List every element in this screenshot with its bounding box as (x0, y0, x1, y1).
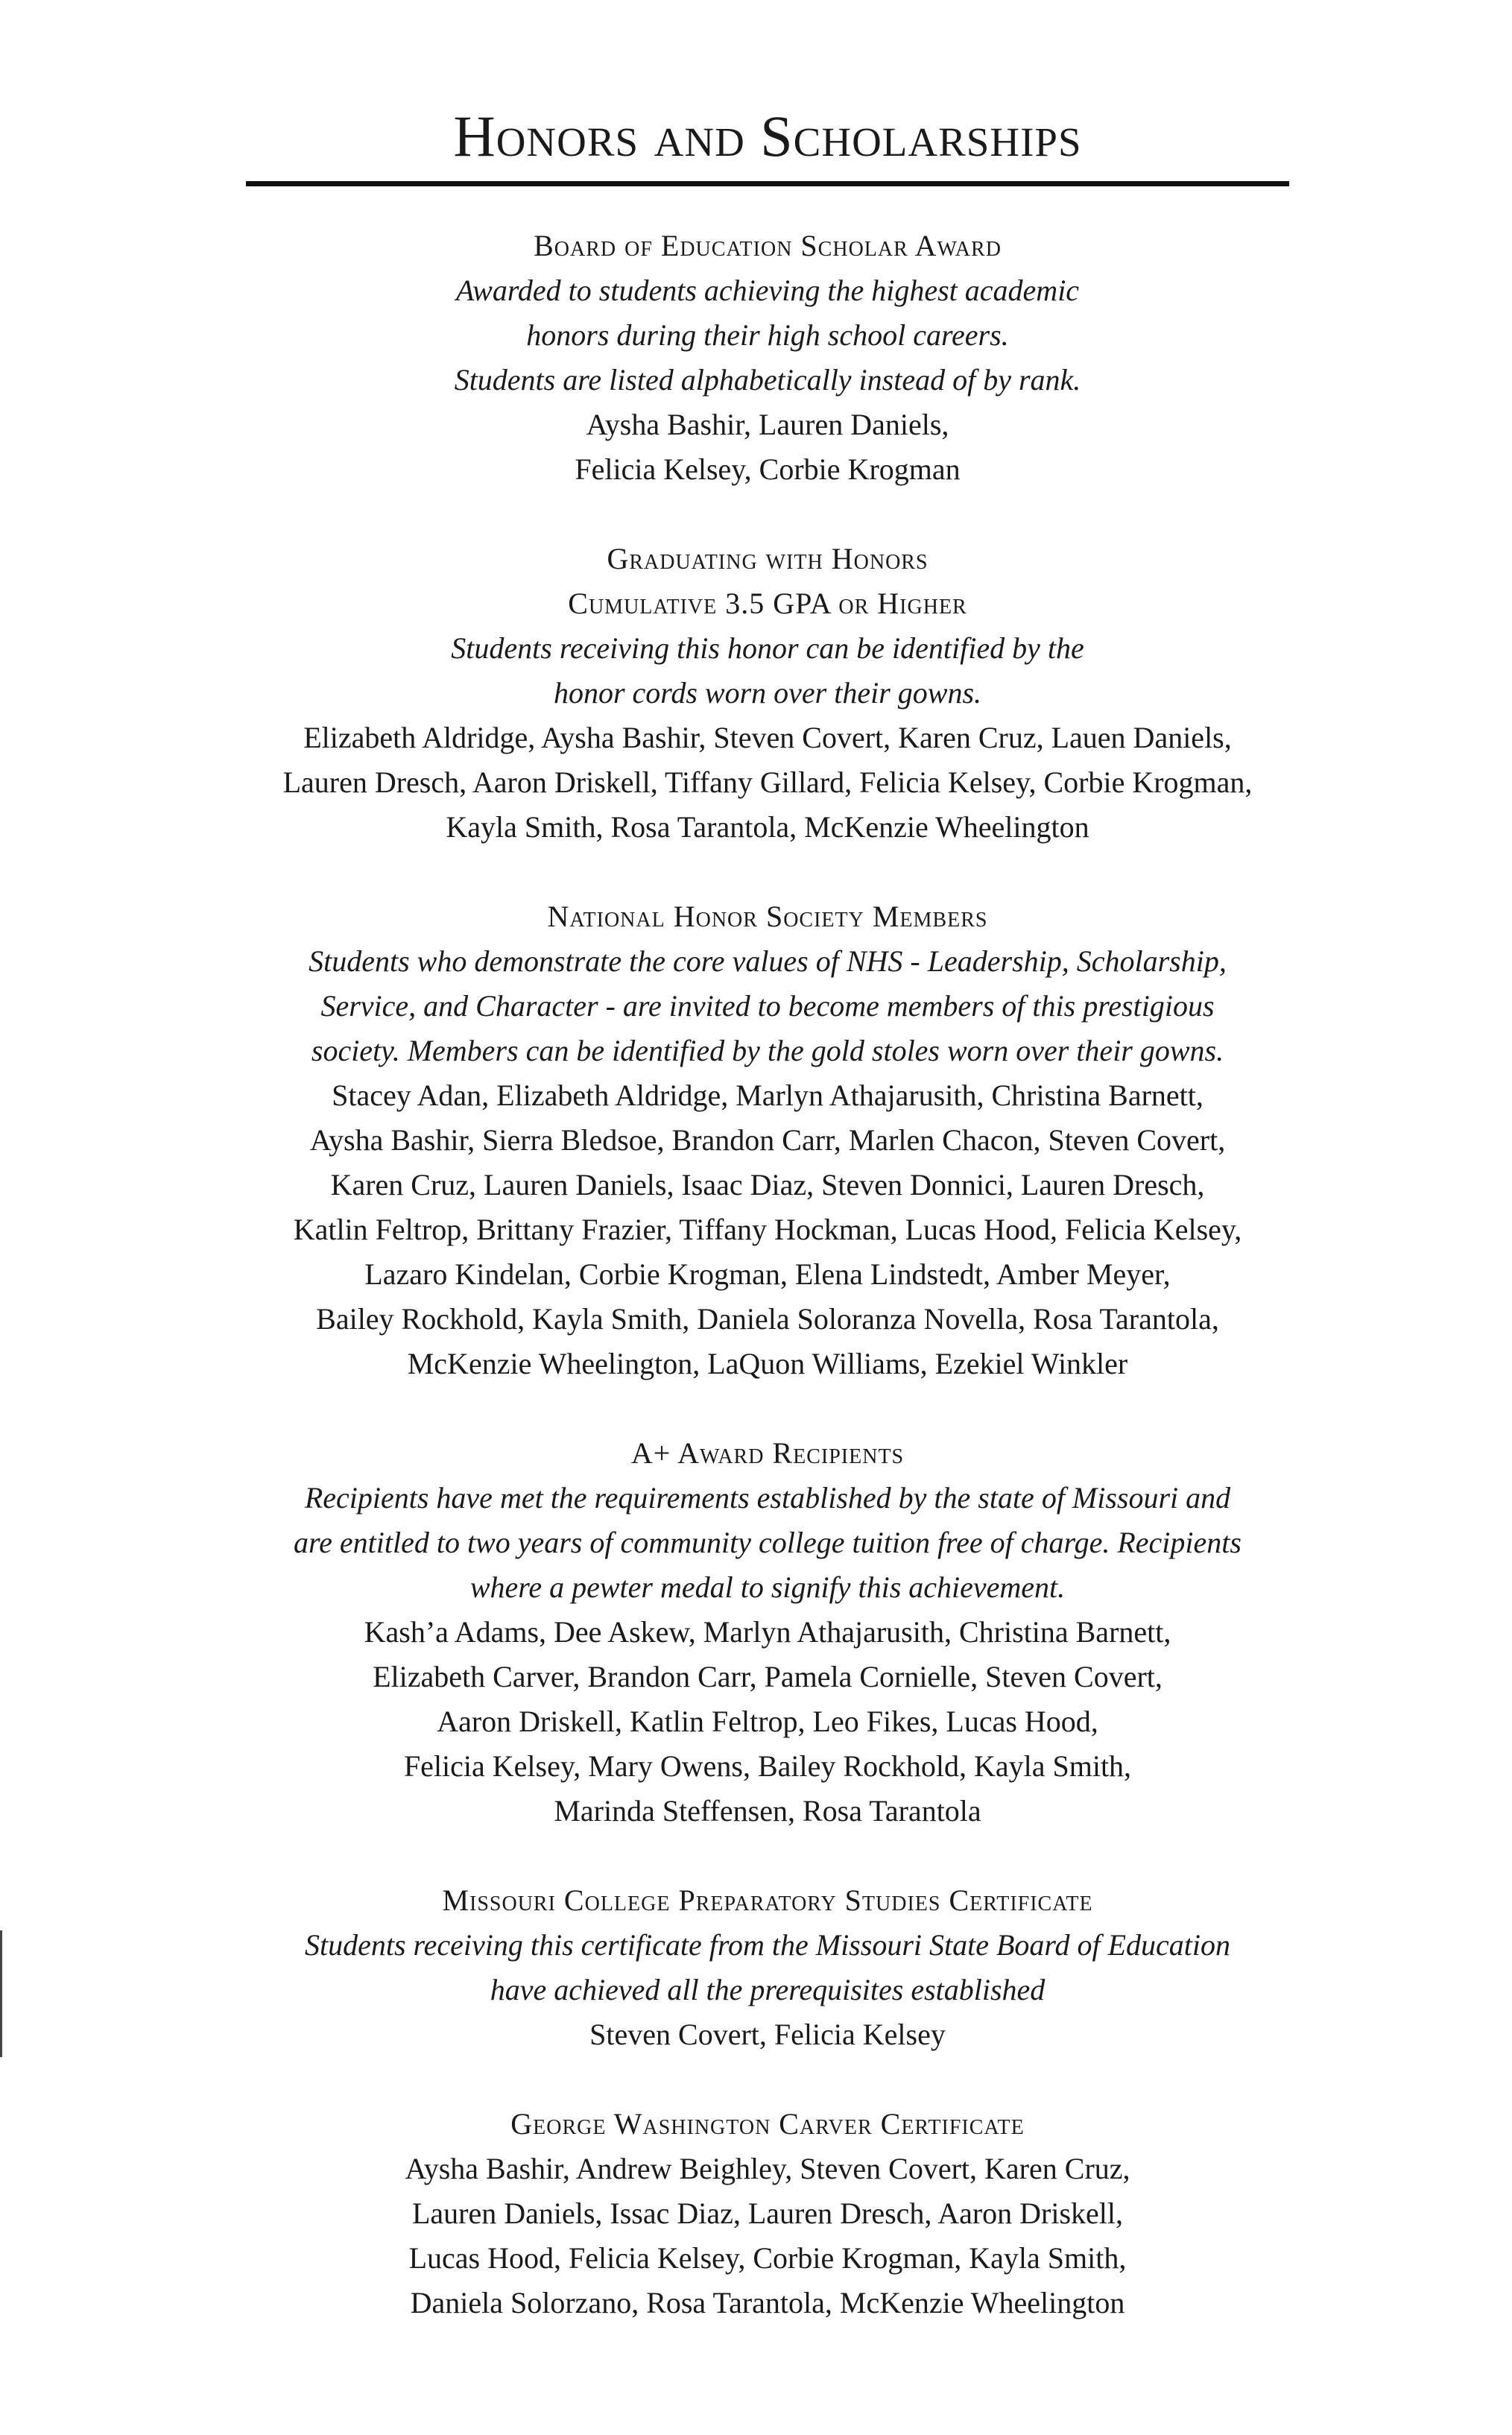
section-missouri-college-prep-certificate (224, 1878, 1312, 2057)
section-heading: National Honor Society Members (547, 900, 988, 933)
section-heading: Missouri College Preparatory Studies Certificate (442, 1883, 1093, 1917)
section-names: Aysha Bashir, Andrew Beighley, Steven Covert, Karen Cruz, Lauren Daniels, Issac Diaz, Lauren Dresch, Aaron Driskell, Lucas Hood, Felicia Kelsey, Corbie Krogman, Kayla Smith, Daniela Solorzano, Rosa Tarantola, McKenzie Wheelington (405, 2152, 1130, 2319)
section-names: Elizabeth Aldridge, Aysha Bashir, Steven Covert, Karen Cruz, Lauen Daniels, Lauren Dresch, Aaron Driskell, Tiffany Gillard, Felicia Kelsey, Corbie Krogman, Kayla Smith, Rosa Tarantola, McKenzie Wheelington (282, 721, 1253, 844)
section-description: Awarded to students achieving the highest academic honors during their high school careers. Students are listed alphabetically instead of by rank. (454, 274, 1081, 397)
section-description: Students receiving this certificate from the Missouri State Board of Education have achieved all the prerequisites established (304, 1928, 1231, 2006)
section-heading: Board of Education Scholar Award (534, 229, 1002, 262)
section-heading: Graduating with Honors (607, 542, 929, 575)
section-a-plus-award (224, 1431, 1312, 1834)
section-names: Steven Covert, Felicia Kelsey (589, 2018, 946, 2051)
section-description: Students who demonstrate the core values of NHS - Leadership, Scholarship, Service, and Character - are invited to become members of this prestigious society. Members can be identified by the gold stoles worn over their gowns. (309, 944, 1227, 1067)
section-national-honor-society (224, 894, 1312, 1386)
title-divider (246, 181, 1289, 186)
page-title: Honors and Scholarships (453, 104, 1082, 168)
section-board-of-education-scholar-award (224, 224, 1312, 492)
section-description: Recipients have met the requirements established by the state of Missouri and are entitled to two years of community college tuition free of charge. Recipients where a pewter medal to signify this achievement. (294, 1481, 1241, 1604)
sections-container (224, 224, 1312, 2370)
section-names: Aysha Bashir, Lauren Daniels, Felicia Kelsey, Corbie Krogman (575, 408, 961, 486)
section-graduating-with-honors (224, 537, 1312, 850)
section-subheading: Cumulative 3.5 GPA or Higher (568, 587, 967, 620)
section-george-washington-carver-certificate (224, 2102, 1312, 2325)
section-names: Kash’a Adams, Dee Askew, Marlyn Athajarusith, Christina Barnett, Elizabeth Carver, Brandon Carr, Pamela Cornielle, Steven Covert, Aaron Driskell, Katlin Feltrop, Leo Fikes, Lucas Hood, Felicia Kelsey, Mary Owens, Bailey Rockhold, Kayla Smith, Marinda Steffensen, Rosa Tarantola (364, 1615, 1171, 1828)
scan-edge-mark (0, 1930, 2, 2057)
section-description: Students receiving this honor can be identified by the honor cords worn over their gowns. (451, 631, 1084, 710)
section-heading: George Washington Carver Certificate (510, 2107, 1025, 2141)
section-names: Stacey Adan, Elizabeth Aldridge, Marlyn Athajarusith, Christina Barnett, Aysha Bashir, Sierra Bledsoe, Brandon Carr, Marlen Chacon, Steven Covert, Karen Cruz, Lauren Daniels, Isaac Diaz, Steven Donnici, Lauren Dresch, Katlin Feltrop, Brittany Frazier, Tiffany Hockman, Lucas Hood, Felicia Kelsey, Lazaro Kindelan, Corbie Krogman, Elena Lindstedt, Amber Meyer, Bailey Rockhold, Kayla Smith, Daniela Soloranza Novella, Rosa Tarantola, McKenzie Wheelington, LaQuon Williams, Ezekiel Winkler (293, 1078, 1242, 1380)
section-heading: A+ Award Recipients (630, 1436, 905, 1470)
